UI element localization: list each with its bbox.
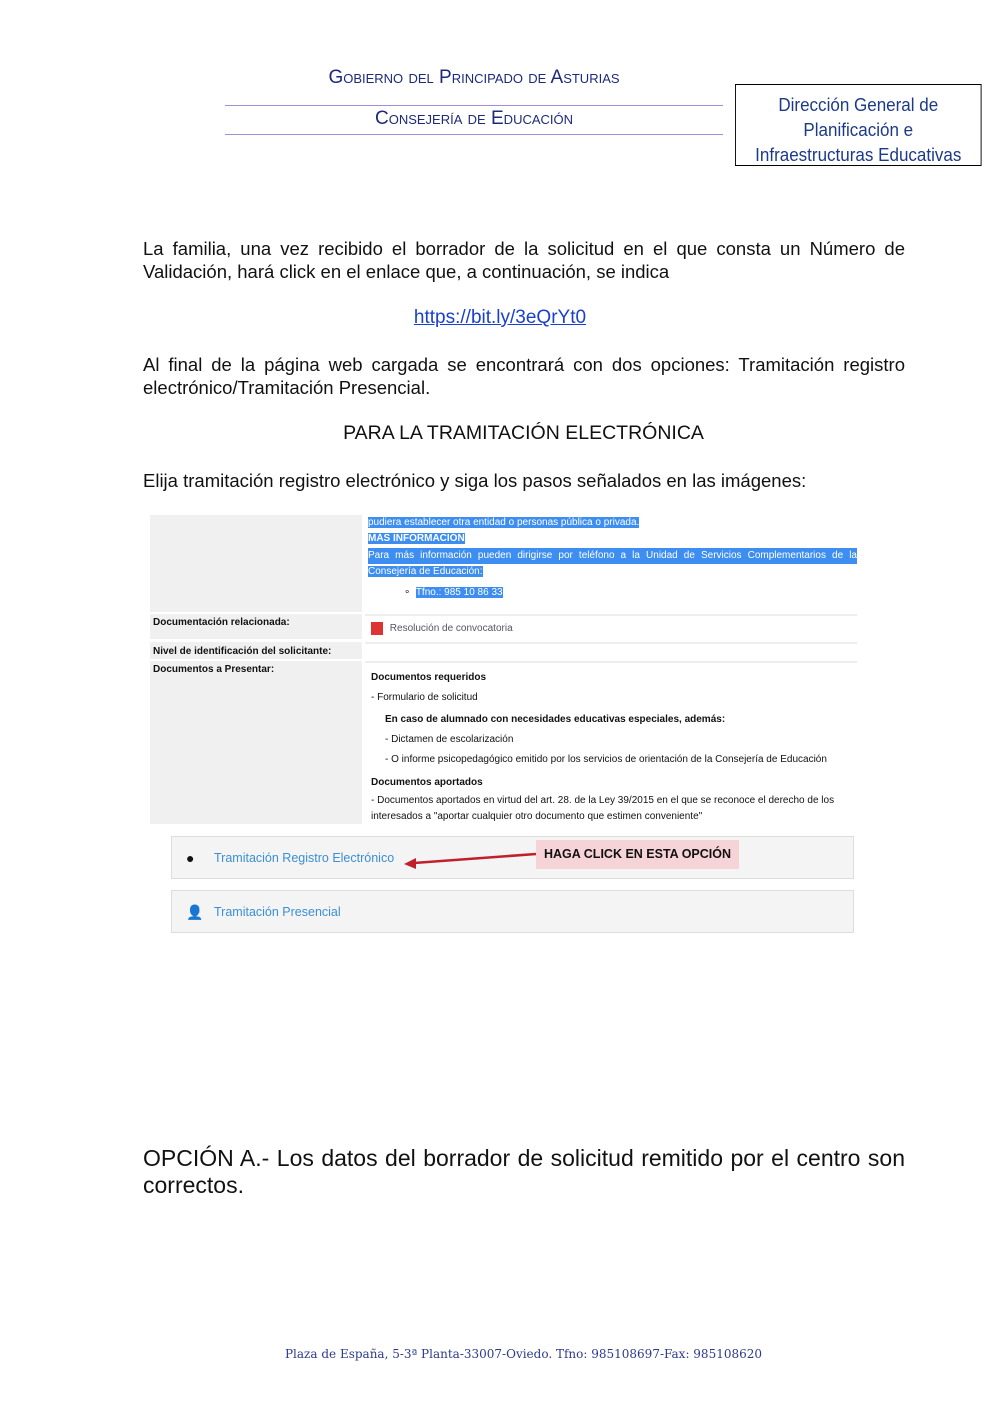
electronic-option-button[interactable]: ● Tramitación Registro Electrónico (171, 836, 854, 879)
footer-address: Plaza de España, 5-3ª Planta-33007-Oviedo. Tfno: 985108697-Fax: 985108620 (284, 1347, 763, 1361)
callout-label: HAGA CLICK EN ESTA OPCIÓN (536, 840, 739, 869)
presencial-option-button[interactable]: 👤 Tramitación Presencial (171, 890, 854, 933)
pdf-icon (371, 622, 383, 635)
resolution-link[interactable]: Resolución de convocatoria (389, 623, 513, 635)
directorate-box (735, 84, 982, 166)
phone: Tfno.: 985 10 86 33 (415, 587, 503, 599)
documents-block: Documentos requeridos - Formulario de solicitud En caso de alumnado con necesidades educativas especiales, además: - Dictamen de escolarización - O informe psicopedagógico emitido por los servicios de orientación de la Consejería de Educación Documentos aportados - Documentos aportados en virtud del art. 28. de la Ley 39/2015 en el que se reconoce el derecho de los interesados a "aportar cualquier otro documento que estimen conveniente" (365, 661, 857, 824)
department-title: Consejería de Educación (374, 108, 574, 129)
info-block: pudiera establecer otra entidad o personas pública o privada. MÁS INFORMACIÓN Para más información pueden dirigirse por teléfono a la Unidad de Servicios Complementarios de la Consejería de Educación: ∘ Tfno.: 985 10 86 33 (365, 515, 857, 612)
section-heading: PARA LA TRAMITACIÓN ELECTRÓNICA (343, 422, 704, 444)
validation-link[interactable]: https://bit.ly/3eQrYt0 (413, 307, 587, 328)
divider (225, 134, 723, 135)
option-a-heading: OPCIÓN A.- Los datos del borrador de solicitud remitido por el centro son correctos. (143, 1145, 905, 1198)
government-title: Gobierno del Principado de Asturias (328, 67, 620, 88)
paragraph: Al final de la página web cargada se encontrará con dos opciones: Tramitación registro electrónico/Tramitación Presencial. (143, 354, 905, 398)
paragraph: La familia, una vez recibido el borrador de la solicitud en el que consta un Número de Validación, hará click en el enlace que, a continuación, se indica (143, 238, 905, 282)
directorate-line: Planificación e (803, 119, 914, 140)
divider (225, 105, 723, 106)
user-icon: 👤 (186, 904, 204, 920)
label: Nivel de identificación del solicitante: (150, 642, 362, 659)
label: Documentos a Presentar: (150, 661, 362, 824)
directorate-line: Dirección General de (778, 94, 939, 115)
mouse-icon: ● (186, 850, 195, 866)
paragraph: Elija tramitación registro electrónico y siga los pasos señalados en las imágenes: (143, 470, 807, 491)
directorate-line: Infraestructuras Educativas (755, 144, 962, 165)
arrow-icon (400, 848, 540, 873)
label: Documentación relacionada: (150, 614, 362, 639)
